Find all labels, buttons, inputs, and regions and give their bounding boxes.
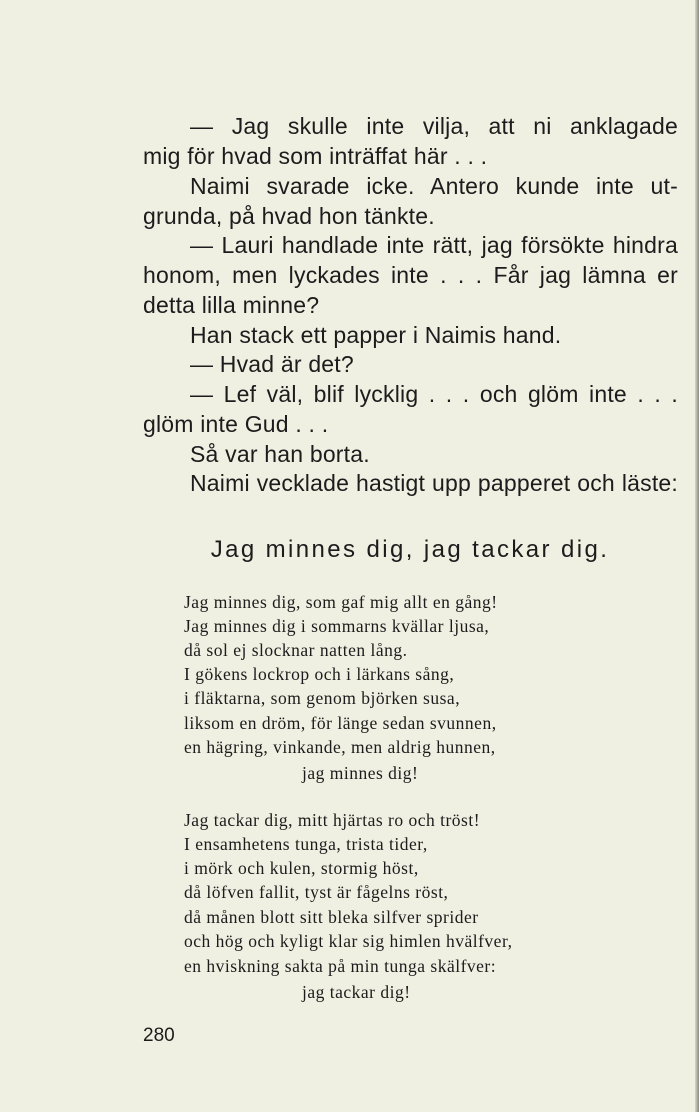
prose-line: Naimi vecklade hastigt upp papperet och läste: — [190, 470, 678, 496]
prose-line: Så var han borta. — [190, 441, 370, 467]
prose-line: — Jag skulle inte vilja, att ni anklagade — [190, 113, 678, 139]
verse-line: Jag tackar dig, mitt hjärtas ro och tröst! — [184, 810, 481, 830]
verse-refrain: jag minnes dig! — [302, 763, 419, 783]
verse-refrain: jag tackar dig! — [302, 982, 411, 1002]
page-edge — [695, 0, 699, 1112]
verse-line: Jag minnes dig, som gaf mig allt en gång! — [184, 592, 498, 612]
prose-line: — Lef väl, blif lycklig . . . och glöm inte . . . — [190, 381, 678, 407]
verse-line: en hviskning sakta på min tunga skälfver: — [184, 956, 497, 976]
prose-line: detta lilla minne? — [143, 292, 320, 318]
prose-line: Naimi svarade icke. Antero kunde inte ut- — [190, 173, 678, 199]
verse-line: Jag minnes dig i sommarns kvällar ljusa, — [184, 616, 490, 636]
verse-line: i fläktarna, som genom björken susa, — [184, 688, 461, 708]
verse-line: då sol ej slocknar natten lång. — [184, 640, 408, 660]
verse-line: och hög och kyligt klar sig himlen hvälfver, — [184, 931, 513, 951]
verse-line: en hägring, vinkande, men aldrig hunnen, — [184, 737, 496, 757]
verse-line: I ensamhetens tunga, trista tider, — [184, 834, 428, 854]
prose-line: — Hvad är det? — [190, 351, 354, 377]
page-number: 280 — [143, 1025, 175, 1046]
prose-line: Han stack ett papper i Naimis hand. — [190, 322, 562, 348]
verse-line: I gökens lockrop och i lärkans sång, — [184, 664, 455, 684]
verse-line: liksom en dröm, för länge sedan svunnen, — [184, 713, 497, 733]
verse-line: då löfven fallit, tyst är fågelns röst, — [184, 882, 449, 902]
verse-line: i mörk och kulen, stormig höst, — [184, 858, 419, 878]
verse-line: då månen blott sitt bleka silfver sprider — [184, 907, 479, 927]
prose-line: — Lauri handlade inte rätt, jag försökte hindra — [190, 232, 678, 258]
prose-line: grunda, på hvad hon tänkte. — [143, 203, 435, 229]
prose-line: honom, men lyckades inte . . . Får jag lämna er — [143, 262, 678, 288]
poem-title: Jag minnes dig, jag tackar dig. — [210, 536, 610, 563]
prose-line: glöm inte Gud . . . — [143, 411, 329, 437]
prose-line: mig för hvad som inträffat här . . . — [143, 143, 488, 169]
